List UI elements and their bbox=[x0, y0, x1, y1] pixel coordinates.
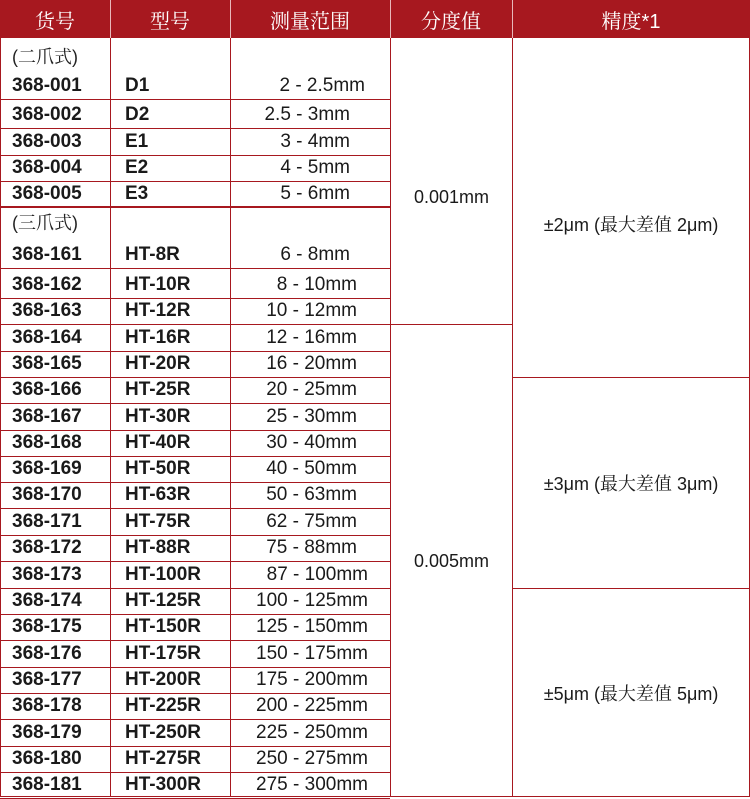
row-model: D2 bbox=[125, 104, 150, 125]
header-model: 型号 bbox=[110, 0, 230, 38]
row-model: HT-10R bbox=[125, 274, 191, 295]
row-model: HT-16R bbox=[125, 327, 191, 348]
row-range: 10 - 12mm bbox=[266, 300, 357, 321]
row-divider bbox=[0, 207, 390, 208]
row-range: 100 - 125mm bbox=[256, 590, 368, 611]
row-range: 87 - 100mm bbox=[266, 564, 368, 585]
accuracy-cell-3um: ±3μm (最大差值 3μm) bbox=[543, 474, 719, 494]
row-range: 200 - 225mm bbox=[256, 695, 368, 716]
row-model: HT-225R bbox=[125, 695, 202, 716]
row-range: 50 - 63mm bbox=[266, 484, 357, 505]
row-code: 368-174 bbox=[12, 590, 82, 611]
row-model: HT-275R bbox=[125, 748, 202, 769]
row-model: HT-30R bbox=[125, 406, 191, 427]
row-code: 368-173 bbox=[12, 564, 82, 585]
row-model: HT-12R bbox=[125, 300, 191, 321]
row-range: 2 - 2.5mm bbox=[279, 75, 365, 96]
row-code: 368-164 bbox=[12, 327, 82, 348]
row-code: 368-161 bbox=[12, 244, 82, 265]
row-range: 175 - 200mm bbox=[256, 669, 368, 690]
row-model: HT-88R bbox=[125, 537, 191, 558]
row-model: HT-300R bbox=[125, 774, 202, 795]
header-graduation: 分度值 bbox=[390, 0, 512, 38]
row-code: 368-005 bbox=[12, 183, 82, 204]
row-model: HT-250R bbox=[125, 722, 202, 743]
row-code: 368-179 bbox=[12, 722, 82, 743]
row-range: 40 - 50mm bbox=[266, 458, 357, 479]
row-range: 225 - 250mm bbox=[256, 722, 368, 743]
graduation-cell-fine: 0.001mm bbox=[413, 186, 490, 207]
row-code: 368-165 bbox=[12, 353, 82, 374]
row-model: HT-8R bbox=[125, 244, 180, 265]
row-model: HT-50R bbox=[125, 458, 191, 479]
group-label-two-jaw: (二爪式) bbox=[12, 47, 78, 67]
row-model: HT-150R bbox=[125, 616, 202, 637]
row-range: 275 - 300mm bbox=[256, 774, 368, 795]
row-code: 368-170 bbox=[12, 484, 82, 505]
row-range: 150 - 175mm bbox=[256, 643, 368, 664]
row-range: 2.5 - 3mm bbox=[264, 104, 350, 125]
row-model: D1 bbox=[125, 75, 150, 96]
row-code: 368-002 bbox=[12, 104, 82, 125]
row-model: HT-63R bbox=[125, 484, 191, 505]
row-code: 368-171 bbox=[12, 511, 82, 532]
row-code: 368-175 bbox=[12, 616, 82, 637]
row-code: 368-169 bbox=[12, 458, 82, 479]
header-range: 测量范围 bbox=[230, 0, 390, 38]
row-range: 30 - 40mm bbox=[266, 432, 357, 453]
row-range: 250 - 275mm bbox=[256, 748, 368, 769]
row-code: 368-003 bbox=[12, 131, 82, 152]
row-range: 16 - 20mm bbox=[266, 353, 357, 374]
row-model: HT-100R bbox=[125, 564, 202, 585]
row-code: 368-168 bbox=[12, 432, 82, 453]
graduation-cell-coarse: 0.005mm bbox=[413, 550, 490, 571]
row-range: 125 - 150mm bbox=[256, 616, 368, 637]
row-range: 4 - 5mm bbox=[280, 157, 350, 178]
row-model: HT-25R bbox=[125, 379, 191, 400]
row-model: HT-40R bbox=[125, 432, 191, 453]
accuracy-cell-2um: ±2μm (最大差值 2μm) bbox=[543, 214, 719, 235]
row-code: 368-167 bbox=[12, 406, 82, 427]
row-range: 62 - 75mm bbox=[266, 511, 357, 532]
row-model: HT-20R bbox=[125, 353, 191, 374]
header-accuracy: 精度*1 bbox=[512, 0, 750, 38]
row-code: 368-163 bbox=[12, 300, 82, 321]
accuracy-cell-5um: ±5μm (最大差值 5μm) bbox=[543, 684, 719, 704]
row-range: 5 - 6mm bbox=[280, 183, 350, 204]
group-label-three-jaw: (三爪式) bbox=[12, 213, 78, 233]
row-code: 368-176 bbox=[12, 643, 82, 664]
row-code: 368-001 bbox=[12, 75, 82, 96]
row-code: 368-180 bbox=[12, 748, 82, 769]
row-code: 368-166 bbox=[12, 379, 82, 400]
row-model: HT-200R bbox=[125, 669, 202, 690]
row-model: E3 bbox=[125, 183, 149, 204]
row-model: E1 bbox=[125, 131, 149, 152]
row-divider bbox=[0, 99, 390, 100]
group-divider bbox=[0, 206, 390, 207]
row-model: HT-175R bbox=[125, 643, 202, 664]
row-range: 3 - 4mm bbox=[280, 131, 350, 152]
row-code: 368-004 bbox=[12, 157, 82, 178]
row-model: E2 bbox=[125, 157, 149, 178]
row-code: 368-172 bbox=[12, 537, 82, 558]
row-code: 368-181 bbox=[12, 774, 82, 795]
header-code: 货号 bbox=[0, 0, 110, 38]
row-model: HT-75R bbox=[125, 511, 191, 532]
row-range: 6 - 8mm bbox=[280, 244, 350, 265]
row-range: 12 - 16mm bbox=[266, 327, 357, 348]
row-code: 368-177 bbox=[12, 669, 82, 690]
row-range: 20 - 25mm bbox=[266, 379, 357, 400]
row-code: 368-162 bbox=[12, 274, 82, 295]
row-code: 368-178 bbox=[12, 695, 82, 716]
row-range: 75 - 88mm bbox=[266, 537, 357, 558]
row-model: HT-125R bbox=[125, 590, 202, 611]
row-divider bbox=[0, 268, 390, 269]
row-range: 25 - 30mm bbox=[266, 406, 357, 427]
row-range: 8 - 10mm bbox=[276, 274, 357, 295]
